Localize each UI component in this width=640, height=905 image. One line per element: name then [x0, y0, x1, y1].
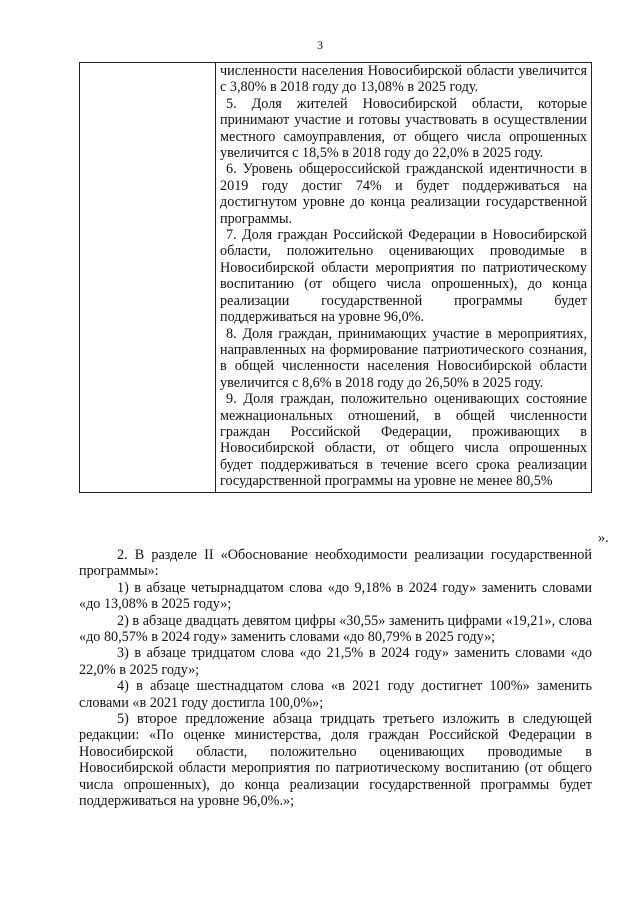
- body-paragraph: 4) в абзаце шестнадцатом слова «в 2021 году достигнет 100%» заменить словами «в 2021 году достигла 100,0%»;: [79, 678, 592, 711]
- table-item: численности населения Новосибирской области увеличится с 3,80% в 2018 году до 13,08% в 2025 году.: [220, 63, 587, 96]
- body-paragraph: 2) в абзаце двадцать девятом цифры «30,55» заменить цифрами «19,21», слова «до 80,57% в 2024 году» заменить словами «до 80,79% в 2025 году»;: [79, 612, 592, 646]
- table-row: [80, 63, 592, 493]
- body-paragraph: 5) второе предложение абзаца тридцать третьего изложить в следующей редакции: «По оценке министерства, доля граждан Российской Федерации в Новосибирской области, положительно оценивающих проводимые в Новосибирской области мероприятия по патриотическому воспитанию (от общего числа опрошенных), до конца реализации государственной программы будет поддерживаться на уровне 96,0%.»;: [79, 711, 592, 810]
- body-paragraph: 2. В разделе II «Обоснование необходимости реализации государственной программы»:: [79, 547, 592, 580]
- table-item: 9. Доля граждан, положительно оценивающих состояние межнациональных отношений, в общей численности граждан Российской Федерации, проживающих в Новосибирской области, от общего числа опрошенных будет поддерживаться в течение всего срока реализации государственной программы на уровне не менее 80,5%: [220, 391, 587, 490]
- table-item: 6. Уровень общероссийской гражданской идентичности в 2019 году достиг 74% и будет поддерживаться на достигнутом уровне до конца реализации государственной программы.: [220, 161, 587, 227]
- amendments-body: [79, 547, 592, 810]
- indicators-table: [79, 62, 592, 493]
- table-item: 8. Доля граждан, принимающих участие в мероприятиях, направленных на формирование патриотического сознания, в общей численности населения Новосибирской области увеличится с 8,6% в 2018 году до 26,50% в 2025 году.: [220, 325, 587, 391]
- body-paragraph: 1) в абзаце четырнадцатом слова «до 9,18% в 2024 году» заменить словами «до 13,08% в 2025 году»;: [79, 579, 592, 613]
- closing-quote: ».: [598, 530, 609, 546]
- table-item: 5. Доля жителей Новосибирской области, которые принимают участие и готовы участвовать в осуществлении местного самоуправления, от общего числа опрошенных увеличится с 18,5% в 2018 году до 22,0% в 2025 году.: [220, 95, 587, 162]
- table-cell-right: [216, 63, 592, 493]
- body-paragraph: 3) в абзаце тридцатом слова «до 21,5% в 2024 году» заменить словами «до 22,0% в 2025 году»;: [79, 645, 592, 678]
- table-item: 7. Доля граждан Российской Федерации в Новосибирской области, положительно оценивающих проводимые в Новосибирской области мероприятия по патриотическому воспитанию (от общего числа опрошенных), до конца реализации государственной программы будет поддерживаться на уровне 96,0%.: [220, 227, 587, 326]
- table-cell-left: [80, 63, 216, 493]
- page-number: 3: [317, 38, 323, 52]
